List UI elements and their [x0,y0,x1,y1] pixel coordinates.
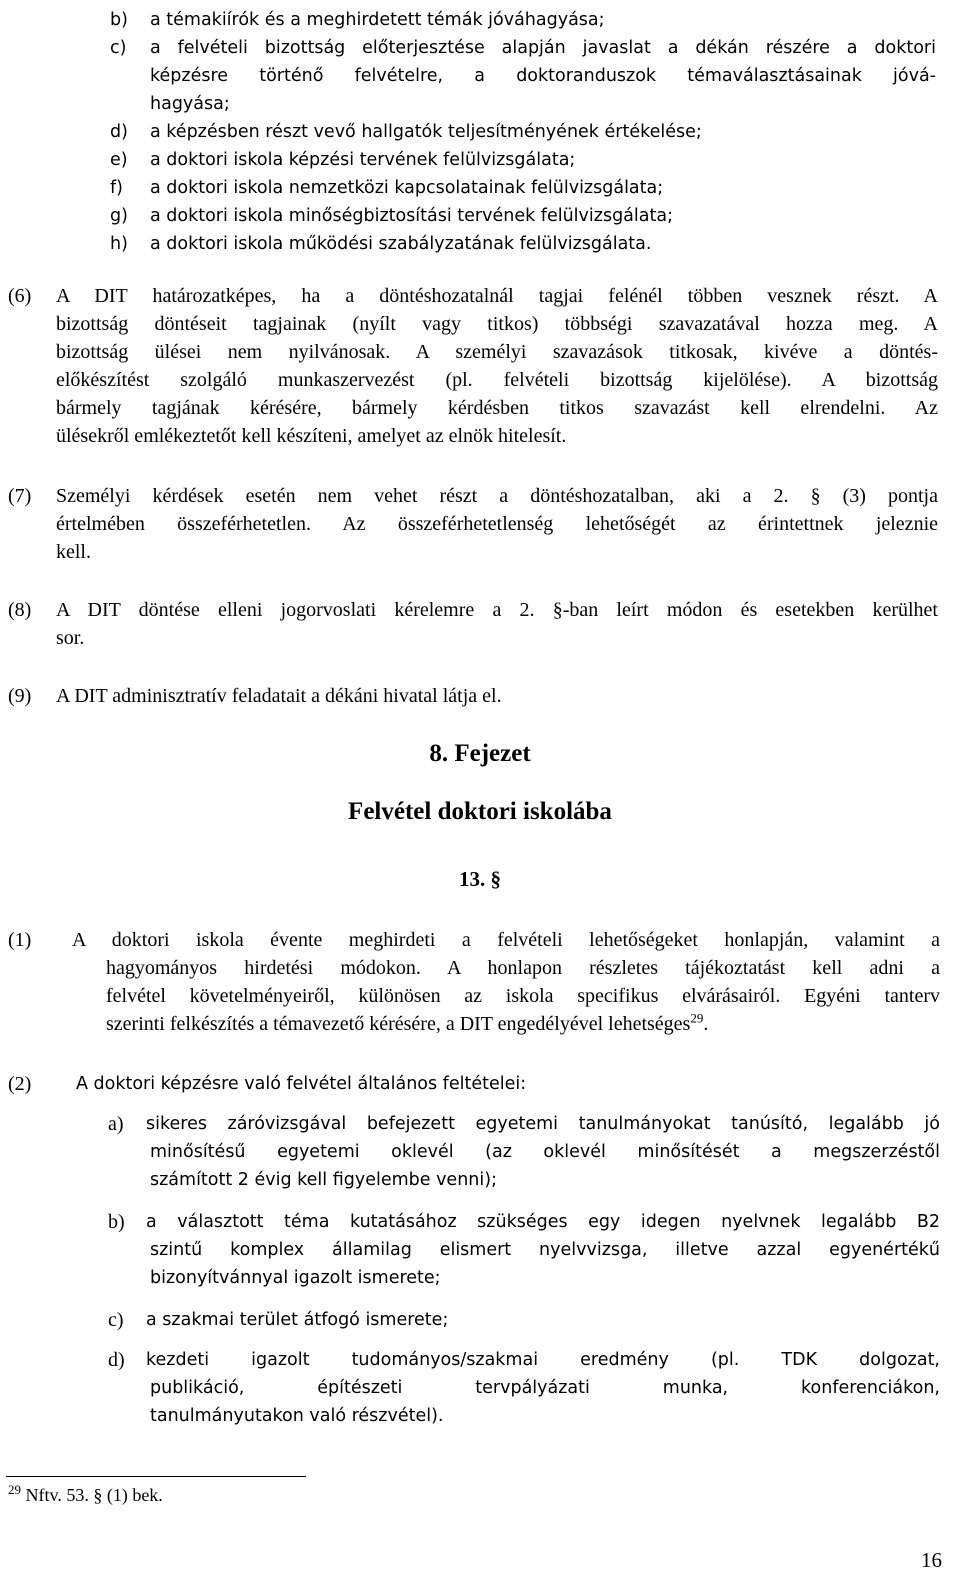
list-item-text: sikeres záróvizsgával befejezett egyetemi tanulmányokat tanúsító, legalább jó [146,1114,940,1134]
chapter-title: Felvétel doktori iskolába [348,798,612,825]
list-marker: h) [110,234,128,254]
paragraph-line: bizottság döntéseit tagjainak (nyílt vagy titkos) többségi szavazatával hozza meg. A [56,313,938,335]
list-marker: c) [110,38,127,58]
list-item-text: a választott téma kutatásához szükséges egy idegen nyelvnek legalább B2 [146,1212,940,1232]
chapter-heading: 8. Fejezet [429,740,531,767]
footnote-text: Nftv. 53. § (1) bek. [21,1485,163,1505]
paragraph-line [106,1010,708,1038]
paragraph-line: sor. [56,627,85,649]
section-heading: 13. § [459,867,501,891]
paragraph-line: felvétel követelményeiről, különösen az iskola specifikus elvárásairól. Egyéni tanterv [106,985,940,1007]
list-item-text: a szakmai terület átfogó ismerete; [146,1310,449,1330]
list-item-text: publikáció, építészeti tervpályázati munka, konferenciákon, [150,1378,940,1398]
paragraph-marker: (8) [8,599,32,621]
footnote-reference[interactable]: 29 [690,1010,704,1026]
list-item-text: a doktori iskola működési szabályzatának felülvizsgálata. [150,234,652,254]
footnote-number: 29 [8,1482,21,1497]
list-marker: b) [110,10,128,30]
list-marker: c) [108,1309,124,1331]
paragraph-line: hagyományos hirdetési módokon. A honlapon részletes tájékoztatást kell adni a [106,957,940,979]
list-item-text: képzésre történő felvételre, a doktoranduszok témaválasztásainak jóvá- [150,66,936,86]
paragraph-line: A doktori iskola évente meghirdeti a felvételi lehetőségeket honlapján, valamint a [72,929,940,951]
list-marker: d) [110,122,128,142]
paragraph-line: A DIT döntése elleni jogorvoslati kérelemre a 2. §-ban leírt módon és esetekben kerülhet [56,599,938,621]
paragraph-intro: A doktori képzésre való felvétel általános feltételei: [76,1074,527,1094]
footnote-separator [6,1476,306,1477]
list-marker: f) [110,178,123,198]
paragraph-line: ülésekről emlékeztetőt kell készíteni, amelyet az elnök hitelesít. [56,425,567,447]
list-item-text: kezdeti igazolt tudományos/szakmai eredmény (pl. TDK dolgozat, [146,1350,940,1370]
list-item-text: a doktori iskola nemzetközi kapcsolatainak felülvizsgálata; [150,178,664,198]
paragraph-marker: (2) [8,1073,32,1095]
list-item-text: a doktori iskola képzési tervének felülvizsgálata; [150,150,576,170]
footnote [8,1482,163,1506]
paragraph-marker: (9) [8,685,32,707]
paragraph-line-text: szerinti felkészítés a témavezető kérésére, a DIT engedélyével lehetséges [106,1013,691,1035]
paragraph-line: kell. [56,541,91,563]
paragraph-line: A DIT adminisztratív feladatait a dékáni hivatal látja el. [56,685,502,707]
paragraph-marker: (6) [8,285,32,307]
list-item-text: minősítésű egyetemi oklevél (az oklevél minősítését a megszerzéstől [150,1142,940,1162]
paragraph-line: előkészítést szolgáló munkaszervezést (pl. felvételi bizottság kijelölése). A bizottság [56,369,938,391]
list-item-text: szintű komplex államilag elismert nyelvvizsga, illetve azzal egyenértékű [150,1240,940,1260]
paragraph-line: Személyi kérdések esetén nem vehet részt a döntéshozatalban, aki a 2. § (3) pontja [56,485,938,507]
list-marker: g) [110,206,128,226]
paragraph-line: bármely tagjának kérésére, bármely kérdésben titkos szavazást kell elrendelni. Az [56,397,938,419]
list-item-text: a témakiírók és a meghirdetett témák jóváhagyása; [150,10,605,30]
paragraph-line: értelmében összeférhetetlen. Az összeférhetetlenség lehetőségét az érintettnek jeleznie [56,513,938,535]
list-item-text: a felvételi bizottság előterjesztése alapján javaslat a dékán részére a doktori [150,38,936,58]
list-marker: b) [108,1211,125,1233]
paragraph-marker: (1) [8,929,32,951]
list-marker: d) [108,1349,125,1371]
list-marker: e) [110,150,128,170]
paragraph-line-tail: . [703,1013,709,1035]
list-item-text: tanulmányutakon való részvétel). [150,1406,444,1426]
list-item-text: hagyása; [150,94,230,114]
list-item-text: bizonyítvánnyal igazolt ismerete; [150,1268,441,1288]
paragraph-marker: (7) [8,485,32,507]
page-number: 16 [921,1548,942,1572]
paragraph-line: bizottság ülései nem nyilvánosak. A személyi szavazások titkosak, kivéve a döntés- [56,341,938,363]
list-item-text: számított 2 évig kell figyelembe venni); [150,1170,497,1190]
paragraph-line: A DIT határozatképes, ha a döntéshozatalnál tagjai felénél többen vesznek részt. A [56,285,938,307]
list-item-text: a doktori iskola minőségbiztosítási tervének felülvizsgálata; [150,206,673,226]
list-item-text: a képzésben részt vevő hallgatók teljesítményének értékelése; [150,122,702,142]
list-marker: a) [108,1113,124,1135]
